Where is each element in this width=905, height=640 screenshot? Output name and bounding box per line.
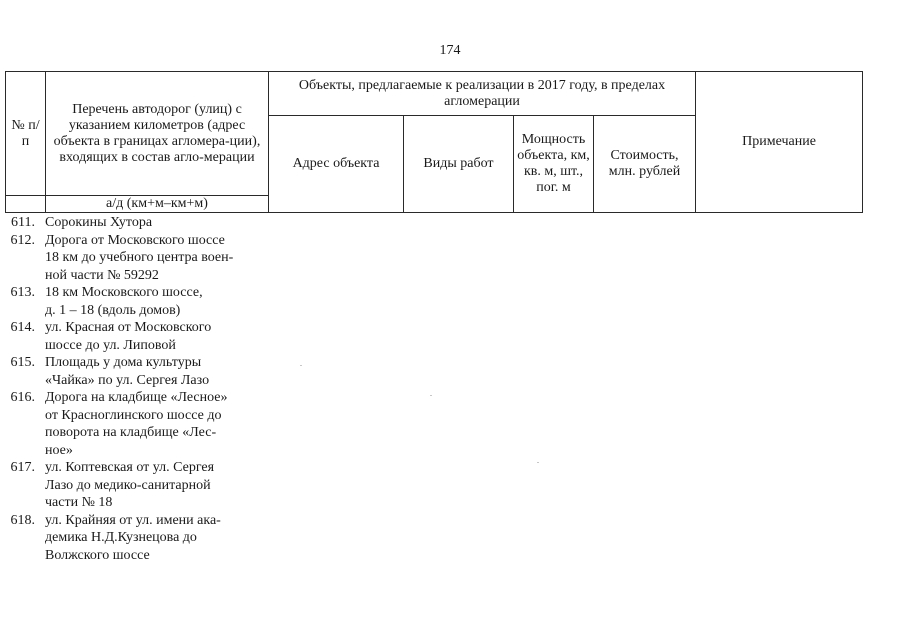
col-note-header: Примечание (696, 72, 863, 213)
col-capacity-header: Мощность объекта, км, кв. м, шт., пог. м (514, 116, 594, 213)
row-text: ул. Коптевская от ул. Сергея Лазо до медико-санитарной части № 18 (45, 460, 215, 510)
row-text: Сорокины Хутора (45, 215, 153, 230)
row-number: 617. (10, 460, 35, 475)
row-number: 615. (10, 355, 35, 370)
row-number: 618. (10, 512, 35, 528)
list-item (5, 512, 275, 565)
list-item (5, 459, 275, 512)
col-work-types-header: Виды работ (404, 116, 514, 213)
row-number: 614. (10, 320, 35, 335)
scan-speck (537, 462, 539, 463)
col-roads-header: Перечень автодорог (улиц) с указанием километров (адрес объекта в границах агломера-ции), входящих в состав агло-мерации (46, 72, 269, 196)
row-text: ул. Красная от Московского шоссе до ул. Липовой (45, 320, 212, 353)
row-text: Площадь у дома культуры «Чайка» по ул. Сергея Лазо (45, 355, 210, 388)
row-number: 611. (11, 215, 35, 230)
scan-speck (430, 395, 432, 396)
row-text: 18 км Московского шоссе, д. 1 – 18 (вдоль домов) (45, 285, 203, 318)
list-item (5, 354, 275, 389)
list-item (5, 389, 275, 459)
col-cost-header: Стоимость, млн. рублей (594, 116, 696, 213)
row-number: 616. (10, 390, 35, 405)
scan-speck (300, 365, 302, 366)
list-item (5, 232, 275, 285)
row-text: Дорога на кладбище «Лесное» от Красноглинского шоссе до поворота на кладбище «Лес- ное» (45, 390, 228, 458)
row-text: Дорога от Московского шоссе 18 км до учебного центра воен- ной части № 59292 (45, 232, 234, 283)
row-text: ул. Крайняя от ул. имени ака- демика Н.Д.Кузнецова до Волжского шоссе (45, 512, 221, 563)
col-num-header: № п/п (6, 72, 46, 196)
row-number: 613. (10, 285, 35, 300)
row-number: 612. (10, 232, 35, 248)
list-item (5, 214, 275, 232)
header-table (5, 71, 863, 213)
col-address-header: Адрес объекта (269, 116, 404, 213)
list-item (5, 284, 275, 319)
col-objects-group-header: Объекты, предлагаемые к реализации в 2017 году, в пределах агломерации (269, 72, 696, 116)
list-item (5, 319, 275, 354)
page-number: 174 (439, 43, 461, 58)
col-num-sub-cell (6, 196, 46, 213)
roads-list (5, 214, 275, 564)
col-roads-sub-header: а/д (км+м–км+м) (46, 196, 269, 213)
